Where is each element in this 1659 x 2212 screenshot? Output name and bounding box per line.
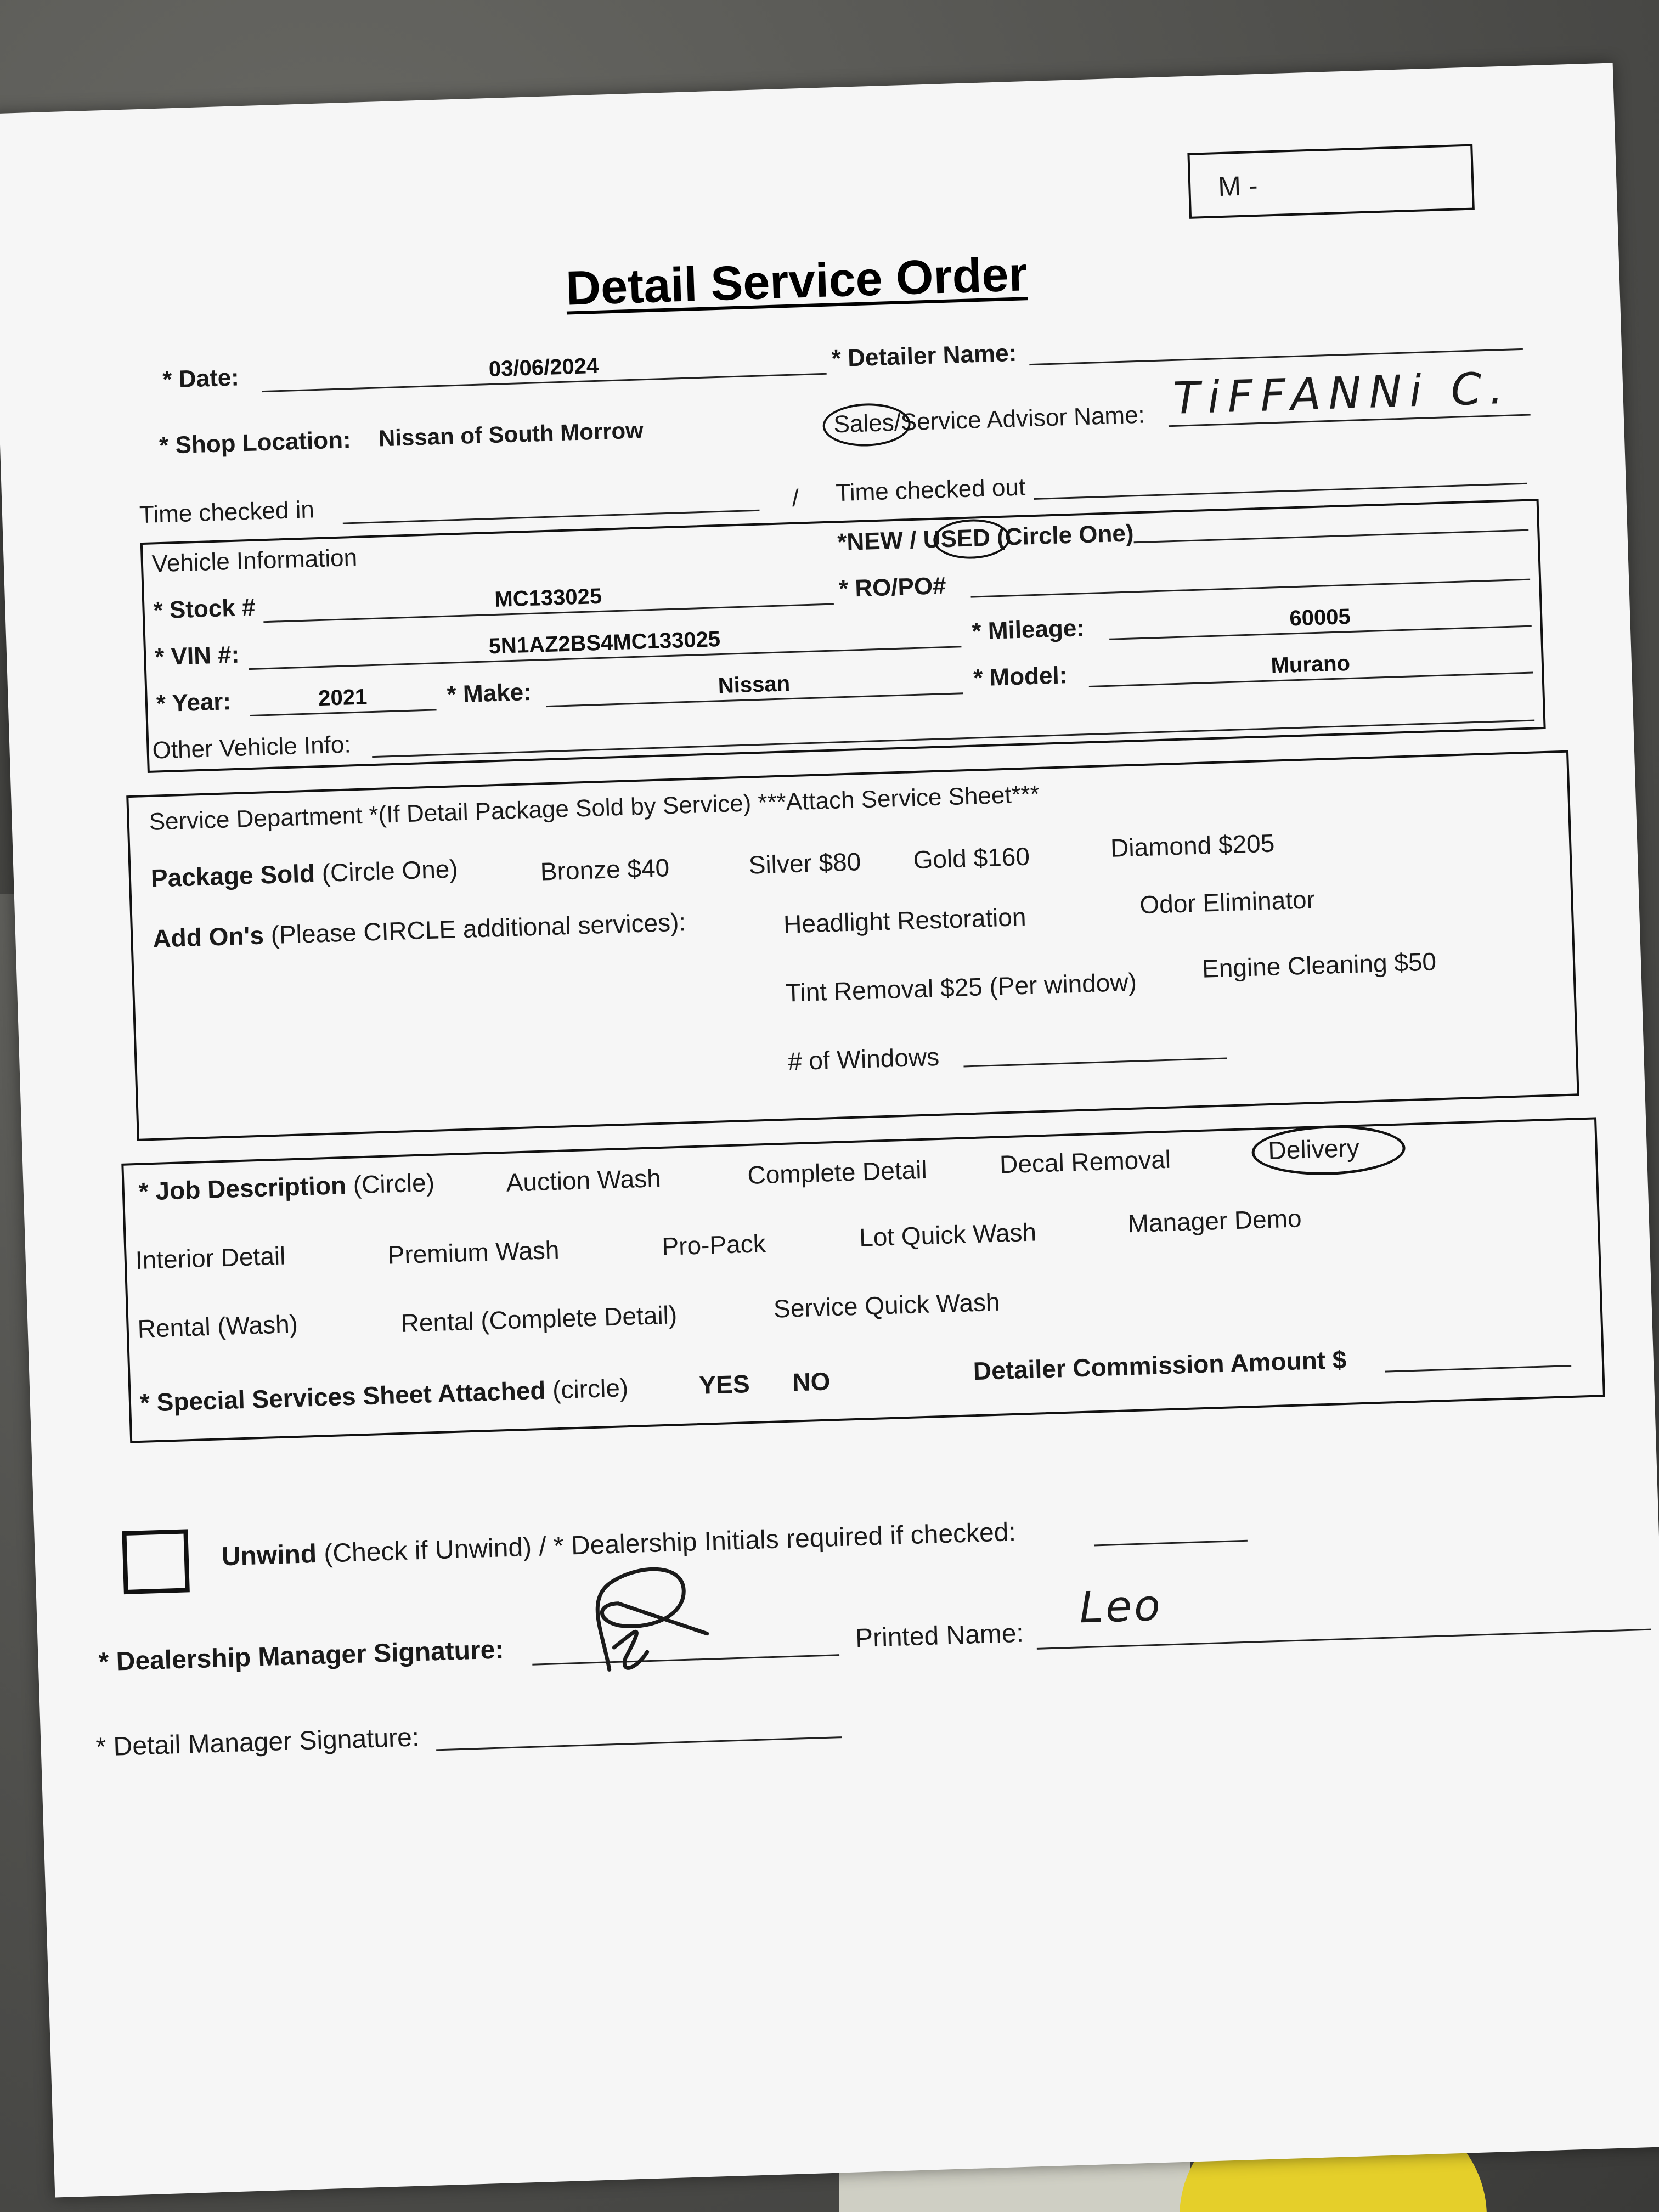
printed-name-handwriting[interactable]: Leo bbox=[1079, 1581, 1164, 1633]
package-gold[interactable]: Gold $160 bbox=[912, 842, 1030, 874]
vehicle-section-label: Vehicle Information bbox=[151, 544, 358, 578]
unwind-bold: Unwind bbox=[221, 1539, 317, 1572]
job-auction-wash[interactable]: Auction Wash bbox=[505, 1163, 662, 1197]
job-complete-detail[interactable]: Complete Detail bbox=[747, 1155, 928, 1189]
package-bronze[interactable]: Bronze $40 bbox=[540, 853, 670, 886]
job-rental-complete[interactable]: Rental (Complete Detail) bbox=[400, 1300, 678, 1338]
other-vehicle-label: Other Vehicle Info: bbox=[151, 731, 352, 764]
special-services-bold: * Special Services Sheet Attached bbox=[139, 1375, 546, 1417]
job-label-rest: (Circle) bbox=[352, 1167, 435, 1199]
shop-location-label: * Shop Location: bbox=[159, 426, 352, 460]
time-in-line[interactable] bbox=[343, 510, 760, 524]
manager-signature-label: * Dealership Manager Signature: bbox=[98, 1635, 505, 1677]
order-number-prefix: M - bbox=[1217, 170, 1259, 202]
package-label-bold: Package Sold bbox=[150, 859, 315, 893]
time-in-label: Time checked in bbox=[139, 496, 315, 529]
unwind-checkbox[interactable] bbox=[122, 1529, 190, 1594]
job-premium-wash[interactable]: Premium Wash bbox=[387, 1235, 560, 1269]
time-out-line[interactable] bbox=[1034, 483, 1527, 500]
new-used-label: *NEW / USED (Circle One) bbox=[837, 520, 1135, 556]
detailer-name-line[interactable] bbox=[1029, 348, 1523, 365]
printed-name-label: Printed Name: bbox=[855, 1618, 1024, 1654]
detail-manager-label: * Detail Manager Signature: bbox=[95, 1723, 420, 1762]
mileage-value[interactable]: 60005 bbox=[1289, 604, 1351, 631]
addon-odor[interactable]: Odor Eliminator bbox=[1139, 885, 1316, 919]
addons-label-bold: Add On's bbox=[152, 921, 264, 953]
addons-label-rest: (Please CIRCLE additional services): bbox=[270, 907, 686, 950]
special-no[interactable]: NO bbox=[792, 1367, 831, 1397]
unwind-initials-line[interactable] bbox=[1094, 1540, 1248, 1547]
job-label-bold: * Job Description bbox=[138, 1170, 347, 1206]
make-value[interactable]: Nissan bbox=[718, 672, 791, 698]
job-lot-quick-wash[interactable]: Lot Quick Wash bbox=[859, 1217, 1037, 1252]
job-service-quick-wash[interactable]: Service Quick Wash bbox=[773, 1287, 1001, 1323]
year-label: * Year: bbox=[156, 688, 232, 718]
addon-headlight[interactable]: Headlight Restoration bbox=[783, 902, 1027, 939]
special-services-rest: (circle) bbox=[552, 1373, 629, 1404]
detail-manager-line[interactable] bbox=[436, 1736, 842, 1751]
stock-label: * Stock # bbox=[153, 594, 256, 624]
commission-label: Detailer Commission Amount $ bbox=[973, 1345, 1347, 1386]
year-value[interactable]: 2021 bbox=[318, 685, 368, 711]
detailer-name-label: * Detailer Name: bbox=[831, 339, 1017, 373]
manager-signature-scribble bbox=[562, 1545, 741, 1682]
make-label: * Make: bbox=[446, 678, 532, 708]
date-value[interactable]: 03/06/2024 bbox=[488, 353, 599, 382]
order-number-box bbox=[1187, 144, 1475, 219]
vin-label: * VIN #: bbox=[154, 641, 240, 671]
advisor-handwriting[interactable]: TiFFANNi C. bbox=[1172, 362, 1512, 424]
ro-po-label: * RO/PO# bbox=[838, 572, 947, 603]
package-label-rest: (Circle One) bbox=[321, 854, 459, 888]
stock-value[interactable]: MC133025 bbox=[494, 584, 602, 612]
job-rental-wash[interactable]: Rental (Wash) bbox=[137, 1309, 298, 1344]
windows-label: # of Windows bbox=[787, 1042, 940, 1076]
sales-circle-mark bbox=[822, 402, 911, 448]
form-title: Detail Service Order bbox=[565, 246, 1029, 315]
advisor-label: Sales/Service Advisor Name: bbox=[833, 401, 1146, 438]
job-delivery[interactable]: Delivery bbox=[1267, 1133, 1360, 1165]
special-yes[interactable]: YES bbox=[698, 1369, 751, 1400]
service-order-sheet bbox=[0, 63, 1659, 2197]
package-diamond[interactable]: Diamond $205 bbox=[1110, 828, 1275, 862]
mileage-label: * Mileage: bbox=[971, 614, 1085, 645]
printed-name-line bbox=[1037, 1629, 1651, 1650]
service-header: Service Department *(If Detail Package Sold by Service) ***Attach Service Sheet*** bbox=[148, 780, 1040, 836]
addon-tint[interactable]: Tint Removal $25 (Per window) bbox=[785, 967, 1137, 1007]
job-interior-detail[interactable]: Interior Detail bbox=[135, 1241, 286, 1275]
date-label: * Date: bbox=[162, 364, 240, 393]
time-out-label: Time checked out bbox=[835, 473, 1026, 507]
vin-value[interactable]: 5N1AZ2BS4MC133025 bbox=[488, 627, 721, 659]
job-pro-pack[interactable]: Pro-Pack bbox=[661, 1229, 766, 1261]
model-value[interactable]: Murano bbox=[1270, 651, 1351, 678]
job-manager-demo[interactable]: Manager Demo bbox=[1127, 1204, 1302, 1238]
addon-engine[interactable]: Engine Cleaning $50 bbox=[1201, 947, 1437, 983]
time-separator: / bbox=[792, 484, 799, 512]
package-silver[interactable]: Silver $80 bbox=[748, 847, 862, 879]
shop-location-value[interactable]: Nissan of South Morrow bbox=[378, 417, 644, 452]
job-decal-removal[interactable]: Decal Removal bbox=[999, 1144, 1171, 1179]
unwind-rest: (Check if Unwind) / * Dealership Initials required if checked: bbox=[323, 1517, 1017, 1568]
model-label: * Model: bbox=[973, 662, 1068, 692]
